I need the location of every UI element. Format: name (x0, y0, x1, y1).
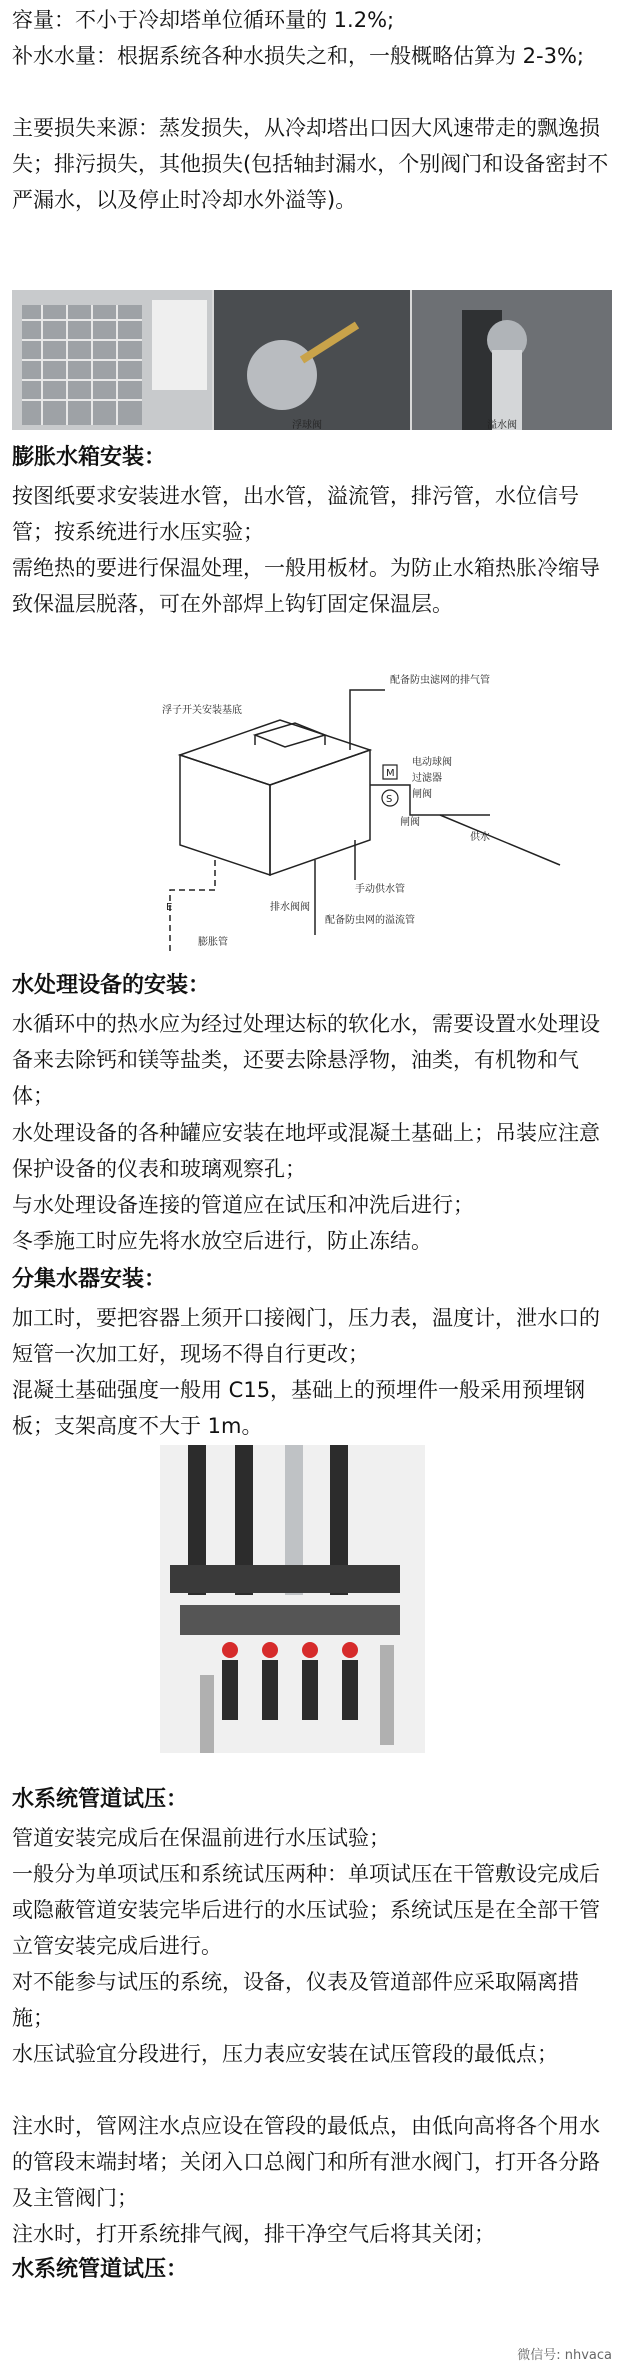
text-water-treatment-3: 与水处理设备连接的管道应在试压和冲洗后进行； (12, 1193, 474, 1217)
label-s: S (386, 794, 393, 805)
text-manifold-1: 加工时，要把容器上须开口接阀门，压力表，温度计，泄水口的短管一次加工好，现场不得自行更改； (12, 1306, 600, 1366)
text-pressure-test-4: 水压试验宜分段进行，压力表应安装在试压管段的最低点； (12, 2042, 558, 2066)
label-drain: 排水阀阀 (270, 902, 310, 913)
text-pressure-test-2: 一般分为单项试压和系统试压两种：单项试压在干管敷设完成后或隐蔽管道安装完毕后进行的水压试验；系统试压是在全部干管立管安装完成后进行。 (12, 1862, 600, 1958)
expansion-tank-diagram (150, 665, 570, 960)
cooling-tower-photos-svg (12, 290, 612, 430)
label-manual-supply: 手动供水管 (355, 884, 405, 895)
text-loss-sources: 主要损失来源：蒸发损失，从冷却塔出口因大风速带走的飘逸损失；排污损失，其他损失(包括轴封漏水，个别阀门和设备密封不严漏水，以及停止时冷却水外溢等)。 (12, 116, 609, 212)
label-float: 浮子开关安装基底 (162, 705, 242, 716)
text-water-treatment-4: 冬季施工时应先将水放空后进行，防止冻结。 (12, 1229, 432, 1253)
text-pressure-test-5: 注水时，管网注水点应设在管段的最低点，由低向高将各个用水的管段末端封堵；关闭入口总阀门和所有泄水阀门，打开各分路及主管阀门； (12, 2114, 600, 2210)
heading-pressure-test-cut: 水系统管道试压： (12, 2257, 189, 2282)
caption-overflow-valve: 溢水阀 (487, 420, 517, 431)
heading-water-treatment: 水处理设备的安装： (12, 973, 211, 998)
text-water-treatment-2: 水处理设备的各种罐应安装在地坪或混凝土基础上；吊装应注意保护设备的仪表和玻璃观察孔； (12, 1121, 600, 1181)
heading-pressure-test: 水系统管道试压： (12, 1787, 189, 1812)
text-capacity: 容量：不小于冷却塔单位循环量的 1.2%; (12, 8, 395, 32)
text-pressure-test-6: 注水时，打开系统排气阀，排干净空气后将其关闭； (12, 2222, 495, 2246)
manifold-photo-svg (160, 1445, 425, 1753)
label-m: M (386, 768, 395, 779)
text-makeup-water: 补水水量：根据系统各种水损失之和，一般概略估算为 2-3%; (12, 44, 585, 68)
heading-expansion-tank: 膨胀水箱安装： (12, 445, 167, 470)
text-manifold-2: 混凝土基础强度一般用 C15，基础上的预埋件一般采用预埋钢板；支架高度不大于 1m。 (12, 1378, 586, 1438)
manifold-photo (160, 1445, 425, 1753)
text-water-treatment-1: 水循环中的热水应为经过处理达标的软化水，需要设置水处理设备来去除钙和镁等盐类，还要去除悬浮物，油类，有机物和气体； (12, 1012, 600, 1108)
heading-manifold: 分集水器安装： (12, 1267, 167, 1292)
text-expansion-insulation: 需绝热的要进行保温处理，一般用板材。为防止水箱热胀冷缩导致保温层脱落，可在外部焊上钩钉固定保温层。 (12, 556, 600, 616)
label-motor-valve: 电动球阀 (412, 757, 452, 768)
cooling-tower-photos (12, 290, 612, 430)
label-e: E (166, 902, 173, 913)
text-expansion-install: 按图纸要求安装进水管，出水管，溢流管，排污管，水位信号管；按系统进行水压实验； (12, 484, 579, 544)
expansion-tank-svg (150, 665, 570, 960)
caption-float-valve: 浮球阀 (292, 420, 322, 431)
watermark: 微信号: nhvaca (517, 2348, 612, 2363)
label-overflow: 配备防虫网的溢流管 (325, 915, 415, 926)
text-pressure-test-3: 对不能参与试压的系统，设备，仪表及管道部件应采取隔离措施； (12, 1970, 579, 2030)
label-expansion-pipe: 膨胀管 (198, 937, 228, 948)
label-vent: 配备防虫滤网的排气管 (390, 675, 490, 686)
label-gate-2: 闸阀 (400, 817, 420, 828)
label-filter: 过滤器 (412, 773, 442, 784)
label-gate-1: 闸阀 (412, 789, 432, 800)
label-supply: 供水 (470, 832, 490, 843)
text-pressure-test-1: 管道安装完成后在保温前进行水压试验； (12, 1826, 390, 1850)
